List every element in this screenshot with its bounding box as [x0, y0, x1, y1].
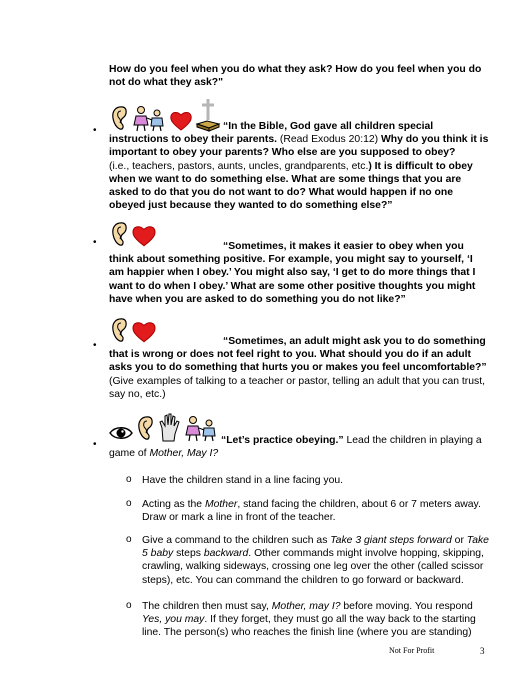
step-text: steps — [173, 548, 204, 560]
heart-icon — [169, 110, 193, 132]
bullet-icons — [109, 412, 219, 442]
bullet-marker: • — [93, 439, 97, 450]
step-text-italic: Mother — [204, 499, 238, 510]
hand-icon — [157, 412, 181, 442]
footer-note: Not For Profit — [389, 646, 435, 655]
bullet-text-normal: (i.e., teachers, pastors, aunts, uncles, grandparents, etc. — [109, 160, 369, 172]
bullet-icons — [109, 98, 221, 132]
bullet-marker: • — [93, 340, 97, 351]
ear-icon — [135, 414, 155, 442]
page-number: 3 — [480, 646, 485, 656]
bullet-text-bold: “Sometimes, an adult might ask you to do something that is wrong or does not feel right to you. What should you do if an adult asks you to do something that hurts you or makes you feel uncomfortable?” — [109, 336, 487, 374]
step-text-italic: Take 5 baby — [142, 535, 489, 560]
step-text-italic: Take 3 giant steps forward — [330, 535, 452, 546]
bullet-text-italic: Mother, May I? — [149, 448, 219, 460]
children-icon — [131, 104, 167, 132]
step-text: Have the children stand in a line facing you. — [142, 475, 344, 486]
bullet-positive-thoughts — [109, 220, 489, 306]
bullet-wrong-request — [109, 316, 489, 401]
ear-icon — [109, 220, 129, 248]
eye-icon — [109, 424, 133, 442]
bullet-practice-obeying — [109, 412, 489, 460]
step-item — [142, 600, 492, 640]
step-text-italic: Mother, may I? — [271, 601, 341, 612]
bullet-text-bold: “In the Bible, God gave all children special instructions to obey their parents. — [109, 121, 434, 146]
bullet-text-normal: (Read Exodus 20:12) — [277, 134, 381, 146]
step-text: before moving. You respond — [340, 601, 473, 612]
bullet-text-bold: “Sometimes, it makes it easier to obey when you think about something positive. For example, you might say to yourself, ‘I am happier when I obey.’ You might also say, ‘I get to do more things that I want to do when I obey.’ What are some other positive thoughts you might have when you are asked to do something you do not like?” — [109, 241, 476, 305]
step-text-italic: Yes, you may — [142, 614, 205, 626]
bullet-text-normal: Lead the children in playing a game of — [109, 435, 482, 460]
bullet-icons — [109, 220, 157, 248]
bullet-marker: • — [93, 237, 97, 248]
children-icon — [183, 414, 219, 442]
step-text: Give a command to the children such as — [142, 535, 331, 546]
sub-bullet-marker: o — [126, 534, 132, 545]
ear-icon — [109, 104, 129, 132]
step-text: or — [451, 535, 467, 546]
heart-icon — [131, 320, 157, 344]
step-text: , stand facing the children, about 6 or 7 meters away. Draw or mark a line in front of the teacher. — [142, 499, 481, 524]
bullet-bible-obey — [109, 98, 489, 212]
sub-bullet-marker: o — [126, 498, 132, 509]
sub-bullet-marker: o — [126, 474, 132, 485]
bullet-text-normal: (Give examples of talking to a teacher or pastor, telling an adult that you can trust, say no, etc.) — [109, 375, 486, 400]
step-item — [142, 474, 492, 487]
step-item — [142, 534, 492, 587]
bullet-text-bold: “Let’s practice obeying.” — [221, 435, 344, 446]
intro-question: How do you feel when you do what they ask? How do you feel when you do not do what they ask?" — [109, 64, 482, 89]
step-item — [142, 498, 492, 524]
step-text-italic: backward — [203, 548, 249, 560]
bullet-marker: • — [93, 125, 97, 136]
bullet-icons — [109, 316, 157, 344]
bullet-text-bold: ) It is difficult to obey when we want to do something else. What are some things that you are asked to do that you do not want to do? What would happen if no one obeyed just because they wanted to do something else?” — [109, 160, 473, 212]
bible-cross-icon — [195, 98, 221, 132]
ear-icon — [109, 316, 129, 344]
step-text: . If they forget, they must go all the way back to the starting line. The person(s) who reaches the finish line (where you are standing) — [142, 614, 476, 639]
step-text: . Other commands might involve hopping, skipping, crawling, walking sideways, crossing one leg over the other (called scissor steps), etc. You can command the children to go forward or backward. — [142, 548, 484, 586]
step-text: Acting as the — [142, 499, 205, 510]
step-text: The children then must say, — [142, 601, 272, 612]
bullet-text-bold: Why do you think it is important to obey your parents? Who else are you supposed to obey? — [109, 134, 489, 159]
heart-icon — [131, 224, 157, 248]
sub-bullet-marker: o — [126, 600, 132, 611]
